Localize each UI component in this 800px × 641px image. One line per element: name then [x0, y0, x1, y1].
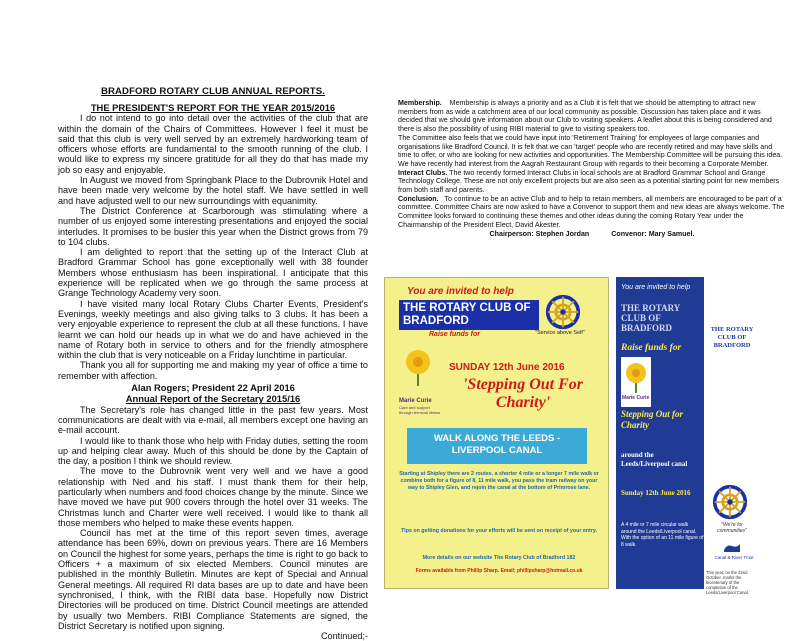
poster2-date: Sunday 12th June 2016: [621, 489, 691, 497]
president-paragraph: The District Conference at Scarborough was stimulating where a number of us enjoyed some interesting presentations and enjoyed the social interludes. It promises to be busier this year when the District grows from 79 to 104 clubs.: [58, 205, 368, 247]
side-note: This year, on the 22nd October, marks the bicentenary of the completion of the Leeds/Liverpool Canal.: [706, 570, 749, 595]
conclusion-section: [398, 195, 786, 230]
walk-banner: WALK ALONG THE LEEDS - LIVERPOOL CANAL: [407, 428, 587, 464]
president-paragraph: I do not intend to go into detail over the activities of the club that are within the domain of the Chairs of Committees. However I feel it must be said that this club is very well served by an extremely hardworking team of officers whose efforts are fundamental to the smooth running of the club. I would like to express my sincere gratitude for all they do that has made my job so easy and enjoyable.: [58, 113, 368, 175]
canal-trust-logo-icon: [722, 540, 742, 554]
president-paragraph: Thank you all for supporting me and making my year of office a time to remember with affection.: [58, 360, 368, 381]
poster2-details: A 4 mile or 7 mile circular walk around the Leeds/Liverpool canal. With the option of an 11 mile figure of 8 walk.: [621, 522, 704, 548]
rotary-wheel-icon: [712, 484, 748, 520]
poster-club-name: THE ROTARY CLUB OF BRADFORD: [399, 300, 539, 330]
membership-section: [398, 99, 786, 134]
rotary-wheel-icon: [545, 294, 581, 330]
poster2-charity-name: Marie Curie: [622, 395, 650, 401]
conclusion-label: Conclusion.: [398, 194, 439, 203]
side-motto: "We're for communities": [717, 522, 747, 534]
poster-body: Starting at Shipley there are 2 routes, a shorter 4 mile or a longer 7 mile walk or combine both for a figure of 8, 11 mile walk, you pass the tram railway on your way to Shipley Glen, and rejoin the canal at the bottom of Primrose lane.: [399, 471, 599, 491]
event-poster-yellow: [384, 277, 609, 589]
signers: [398, 230, 786, 239]
conclusion-text: To continue to be an active Club and to help to retain members, all members are encouraged to be part of a committee. Committee Chairs are now asked to have a Convenor to support them and new ideas are always welcome. The Committee looks forward to continuing these themes and other ideas during the coming Rotary Year under the Chairmanship of the President Elect, David Akester.: [398, 194, 785, 229]
left-column: [58, 103, 368, 641]
president-paragraph: I have visited many local Rotary Clubs Charter Events, President's Evenings, weekly meetings and also giving talks to 3 clubs. It has been a very enjoyable experience to represent the club at all these functions. I have learnt we can hold our heads up in what we do and have achieved in the name of Rotary both in service to others and for the friendly atmosphere within the club that is very noticeable on a Friday lunchtime in particular.: [58, 298, 368, 361]
secretary-paragraph: The Secretary's role has changed little in the past few years. Most communications are dealt with via e-mail, all members except one having an e-mail account.: [58, 404, 368, 436]
poster-details: More details on our website The Rotary Club of Bradford 182: [422, 555, 576, 561]
secretary-paragraph: Council has met at the time of this report seven times, average attendance has been 69%, down on previous years. There are 16 Members on Council the highest for some years, perhaps the time is right to go back to Officers + a maximum of six elected Members. Council minutes are published in the monthly Bulletin. Minutes are kept of Special and Annual General meetings. All required RI data bases are up to date and have been synchronised, I think, with the RIBI data base. Hopefully now District Directories will be produced on time. District Council meetings are attended by usually two Members. RIBI Compliance Statements are signed, the District Secretary is notified upon signing.: [58, 528, 368, 631]
side-trust-label: Canal & River Trust: [714, 555, 754, 560]
side-panel: [704, 322, 758, 595]
poster-invite: You are invited to help: [407, 286, 514, 297]
president-signoff: Alan Rogers; President 22 April 2016: [131, 382, 295, 394]
interact-label: Interact Clubs.: [398, 168, 448, 177]
charity-name: Marie Curie: [399, 398, 432, 404]
charity-sub: Care and support through terminal illness: [399, 405, 441, 415]
interact-section: [398, 169, 786, 195]
event-poster-blue: [616, 277, 704, 589]
president-paragraph: In August we moved from Springbank Place to the Dubrovnik Hotel and have been made very welcome by the hotel staff. We have settled in well and have adjusted well to our new surroundings with equanimity.: [58, 175, 368, 206]
poster2-club-name: THE ROTARY CLUB OF BRADFORD: [621, 303, 680, 333]
poster2-charity-logo: [621, 357, 651, 407]
president-report-heading: THE PRESIDENT'S REPORT FOR THE YEAR 2015/2016: [90, 102, 336, 113]
membership-label: Membership.: [398, 99, 442, 107]
secretary-paragraph: I would like to thank those who help with Friday duties, setting the room up and helping clear away. Much of this should be done by the Captain of the day, a position I think we should review.: [58, 435, 368, 467]
poster2-event-title: Stepping Out for Charity: [621, 409, 684, 430]
convenor: Convenor: Mary Samuel.: [611, 229, 695, 238]
poster-forms: Forms available from Phillip Sharp. Email; phillipsharp@hotmail.co.uk: [415, 568, 583, 574]
secretary-report-heading: Annual Report of the Secretary 2015/16: [125, 393, 301, 405]
poster-raise-funds: Raise funds for: [429, 331, 480, 338]
daffodil-icon: [399, 344, 437, 400]
poster-motto: "Service above Self": [535, 330, 585, 336]
membership-paragraph-3: We have recently had interest from the Aagrah Restaurant Group with regards to their becoming a Corporate Member.: [398, 159, 769, 168]
charity-label: [399, 398, 443, 415]
interact-text: The two recently formed Interact Clubs in local schools are at Bradford Grammar School and Grange Technology College. These are not only excellent projects but are also seen as a potential starting point for new members from both staff and parents.: [398, 168, 780, 195]
membership-paragraph-2: The Committee also feels that we could have input into 'Retirement Training' for employees of large companies and organisations like Bradford Council. It is felt that we can 'target' people who are recently retired and may have skills and time to offer, or who are looking for new activities and opportunities. The Membership Committee will be pursuing this idea.: [398, 133, 783, 160]
poster2-invite: You are invited to help: [621, 284, 691, 291]
poster-tips: Tips on getting donations for your efforts will be sent on receipt of your entry.: [401, 528, 597, 534]
continued-label: Continued;-: [320, 631, 368, 641]
membership-text: Membership is always a priority and as a Club it is felt that we should be attempting to attract new members from as wide a catchment area of our local community as possible. Discussion has taken place and it was decided that we should give information about our Club to visiting speakers. A leaflet about this is being considered and there is also the possibility of using RIBI material to give to visiting speakers too.: [398, 99, 772, 134]
poster2-raise-funds: Raise funds for: [621, 343, 682, 353]
right-column: [398, 99, 786, 238]
president-paragraph: I am delighted to report that the setting up of the Interact Club at Bradford Grammar School has gone exceptionally well with 38 founder Members whose enthusiasm has been inspirational. I anticipate that this experience will be replicated when we go through the same process at Grange Technology Academy very soon.: [58, 247, 368, 299]
document-title: BRADFORD ROTARY CLUB ANNUAL REPORTS.: [100, 86, 326, 97]
poster-date: SUNDAY 12th June 2016: [449, 362, 565, 373]
poster2-around: around the Leeds/Liverpool canal: [621, 451, 688, 468]
poster-event-title: 'Stepping Out For Charity': [462, 376, 584, 411]
chairperson: Chairperson: Stephen Jordan: [489, 229, 590, 238]
secretary-paragraph: The move to the Dubrovnik went very well and we have a good relationship with Ned and his staff. I must thank them for their help, particularly when numbers and food choices change by the minute. Since we have moved we have put 900 covers through the hotel over 31 weeks. The Christmas lunch and Charter were well received. I would like to thank all those members who helped to make these events happen.: [58, 466, 368, 528]
side-club-name: THE ROTARY CLUB OF BRADFORD: [710, 326, 754, 349]
